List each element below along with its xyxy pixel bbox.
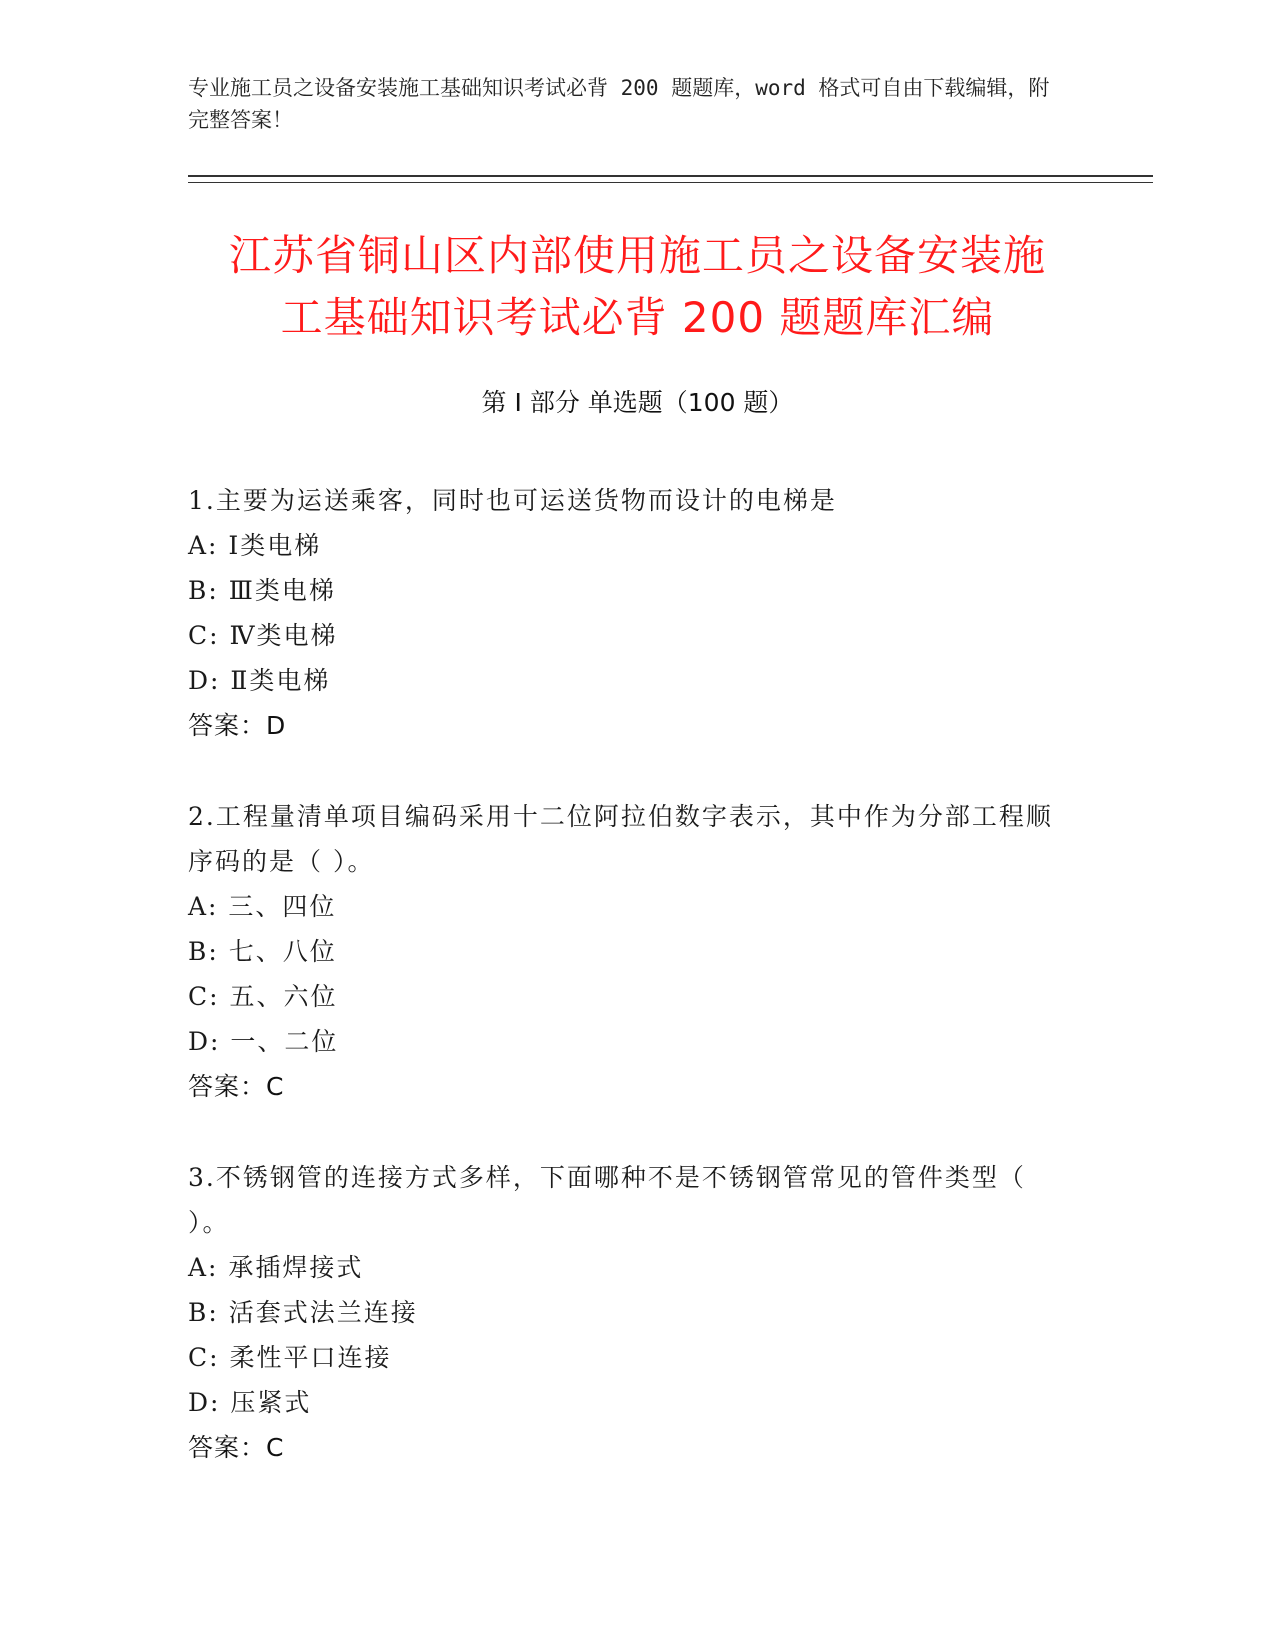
question-text: 3.不锈钢管的连接方式多样，下面哪种不是不锈钢管常见的管件类型（ ）。 (188, 1163, 1026, 1237)
header-divider-thin (188, 182, 1153, 183)
document-title (150, 225, 1125, 349)
option-d: D: 压紧式 (188, 1388, 312, 1417)
question-text: 2.工程量清单项目编码采用十二位阿拉伯数字表示，其中作为分部工程顺序码的是（ ）。 (188, 802, 1053, 876)
answer: 答案：C (188, 1433, 285, 1462)
option-b: B: 七、八位 (188, 937, 337, 966)
option-d: D: 一、二位 (188, 1027, 339, 1056)
answer: 答案：D (188, 711, 287, 740)
answer: 答案：C (188, 1072, 285, 1101)
question-text: 1.主要为运送乘客，同时也可运送货物而设计的电梯是 (188, 486, 837, 515)
option-d: D: Ⅱ类电梯 (188, 666, 331, 695)
option-a: A: Ⅰ类电梯 (188, 531, 322, 560)
section-title: 第 I 部分 单选题（100 题） (481, 388, 794, 417)
question-3 (188, 1155, 1068, 1470)
option-c: C: Ⅳ类电梯 (188, 621, 338, 650)
option-c: C: 柔性平口连接 (188, 1343, 392, 1372)
header-divider-thick (188, 175, 1153, 177)
question-2 (188, 794, 1068, 1109)
option-b: B: 活套式法兰连接 (188, 1298, 418, 1327)
option-b: B: Ⅲ类电梯 (188, 576, 336, 605)
document-title-line-1: 江苏省铜山区内部使用施工员之设备安装施 (228, 231, 1046, 280)
question-list (188, 478, 1068, 1516)
header-note: 专业施工员之设备安装施工基础知识考试必背 200 题题库，word 格式可自由下载编辑，附完整答案！ (188, 76, 1050, 132)
option-c: C: 五、六位 (188, 982, 338, 1011)
option-a: A: 承插焊接式 (188, 1253, 364, 1282)
document-title-line-2: 工基础知识考试必背 200 题题库汇编 (280, 293, 995, 342)
question-1 (188, 478, 1068, 748)
option-a: A: 三、四位 (188, 892, 337, 921)
